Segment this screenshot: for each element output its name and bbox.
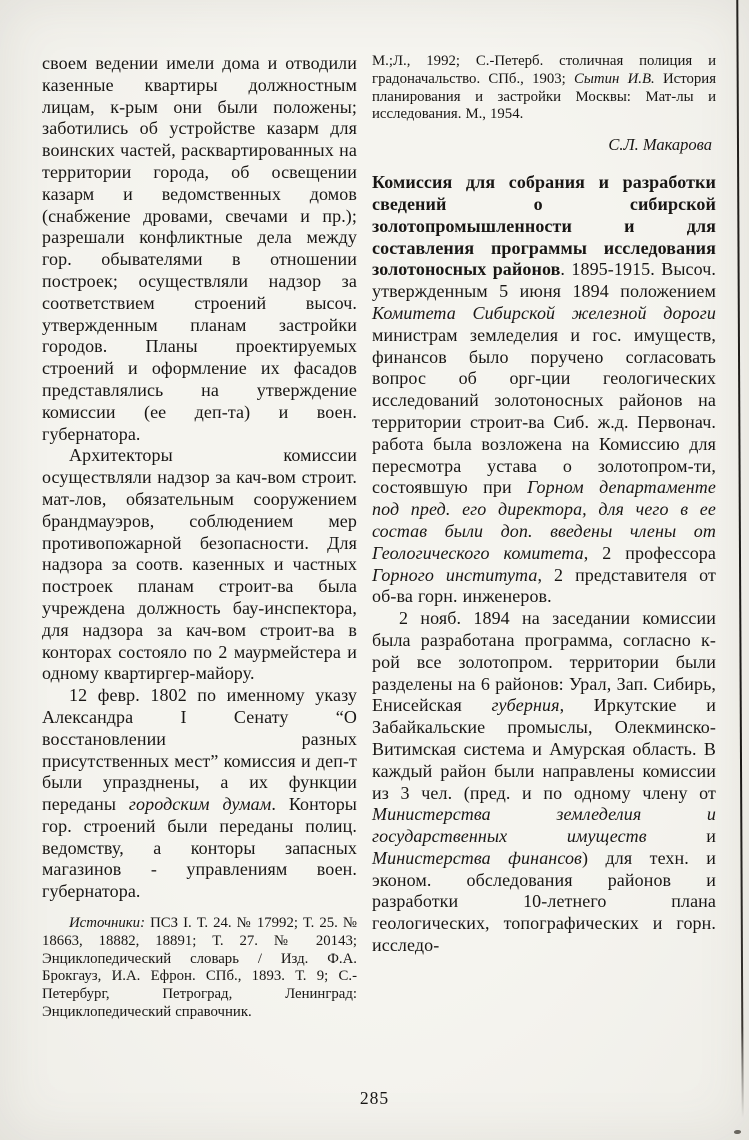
text-segment: Источники: — [69, 915, 146, 932]
page-number: 285 — [359, 1088, 390, 1108]
text-segment: ) для техн. и эконом. обследования районов и разработки 10-летнего плана геологических, топографических и горн. исследо- — [372, 847, 716, 956]
text-segment: История планирования и застройки Москвы: Мат-лы и исследования. М., 1954. — [372, 70, 716, 123]
text-segment: Комитета Сибирской железной дороги — [372, 302, 716, 323]
text-segment: ПСЗ I. Т. 24. № 17992; Т. 25. № 18663, 18882, 18891; Т. 27. № 20143; Энциклопедический словарь / Изд. Ф.А. Брокгауз, И.А. Ефрон. СПб., 1893. Т. 9; С.-Петербург, Петроград, Ленинград: Энциклопедический справочник. — [42, 915, 357, 1021]
text-segment: , 2 профессора — [583, 542, 716, 563]
left-column — [42, 53, 357, 1022]
references-paragraph — [42, 915, 357, 1022]
right-column — [372, 53, 716, 1022]
body-paragraph — [42, 445, 357, 685]
text-segment: . Конторы гор. строений были переданы полиц. ведомству, а конторы запасных магазинов - управлениям воен. губернатора. — [42, 794, 357, 902]
scan-artifact-speck — [734, 1130, 741, 1134]
text-segment: . 1895-1915. Высоч. утвержденным 5 июня 1894 положением — [372, 259, 716, 302]
text-segment: губерния — [491, 695, 560, 716]
author-byline — [372, 135, 712, 155]
text-segment: и — [646, 826, 716, 847]
text-segment: Комиссия для собрания и разработки сведений о сибирской золотопромышленности и для составления программы исследования золотоносных районов — [372, 172, 716, 280]
text-segment: городским думам — [128, 794, 272, 815]
text-segment: своем ведении имели дома и отводили казенные квартиры должностным лицам, к-рым они были положены; заботились об устройстве казарм для воинских частей, расквартированных на территории города, об освещении казарм и ведомственных домов (снабжение дровами, свечами и пр.); разрешали конфликтные дела между гор. обывателями в отношении построек; осуществляли надзор за соответствием строений высоч. утвержденным планам застройки городов. Планы проектируемых строений и оформление их фасадов представлялись на утверждение комиссии (ее деп-та) и воен. губернатора. — [42, 53, 357, 444]
text-segment: 12 февр. 1802 по именному указу Александра I Сенату “О восстановлении разных присутственных мест” комиссия и деп-т были упразднены, а их функции переданы — [42, 685, 357, 815]
body-paragraph — [42, 53, 357, 445]
text-segment: , Иркутские и Забайкальские промыслы, Олекминско-Витимская система и Амурская область. В каждый район были направлены комиссии из 3 чел. (пред. и по одному члену от — [372, 695, 716, 803]
text-segment: М.;Л., 1992; С.-Петерб. столичная полиция и градоначальство. СПб., 1903; — [372, 53, 716, 87]
scan-gutter-edge-line — [736, 0, 743, 1118]
body-paragraph — [372, 608, 716, 957]
references-paragraph — [372, 53, 716, 124]
text-segment: , 2 представителя от об-ва горн. инженеров. — [372, 564, 716, 607]
text-segment: Горного института — [372, 564, 538, 585]
two-column-layout — [42, 53, 716, 1022]
text-segment: Министерства финансов — [372, 847, 582, 868]
text-segment: Горном департаменте под пред. его директора, для чего в ее состав были доп. введены члены от Геологического комитета — [372, 477, 716, 563]
body-paragraph — [42, 685, 357, 903]
text-segment: Сытин И.В. — [574, 70, 655, 87]
text-segment: Архитекторы комиссии осуществляли надзор за кач-вом строит. мат-лов, обязательным сооружением брандмауэров, соблюдением мер противопожарной безопасности. Для надзора за соотв. казенных и частных построек планам строит-ва была учреждена должность бау-инспектора, для надзора за кач-вом строит-ва в конторах состояло по 2 маурмейстера и одному квартиргер-майору. — [42, 445, 357, 684]
body-paragraph — [372, 172, 716, 608]
text-segment: министрам земледелия и гос. имуществ, финансов было поручено согласовать вопрос об орг-ции геологических исследований золотоносных районов на территории строит-ва Сиб. ж.д. Первонач. работа была возложена на Комиссию для пересмотра устава о золотопром-ти, состоявшую при — [372, 324, 716, 498]
text-segment: С.Л. Макарова — [608, 135, 712, 155]
text-segment: 2 нояб. 1894 на заседании комиссии была разработана программа, согласно к-рой все золотопром. территории были разделены на 6 районов: Урал, Зап. Сибирь, Енисейская — [372, 608, 716, 716]
text-segment: Министерства земледелия и государственных имуществ — [372, 804, 716, 847]
